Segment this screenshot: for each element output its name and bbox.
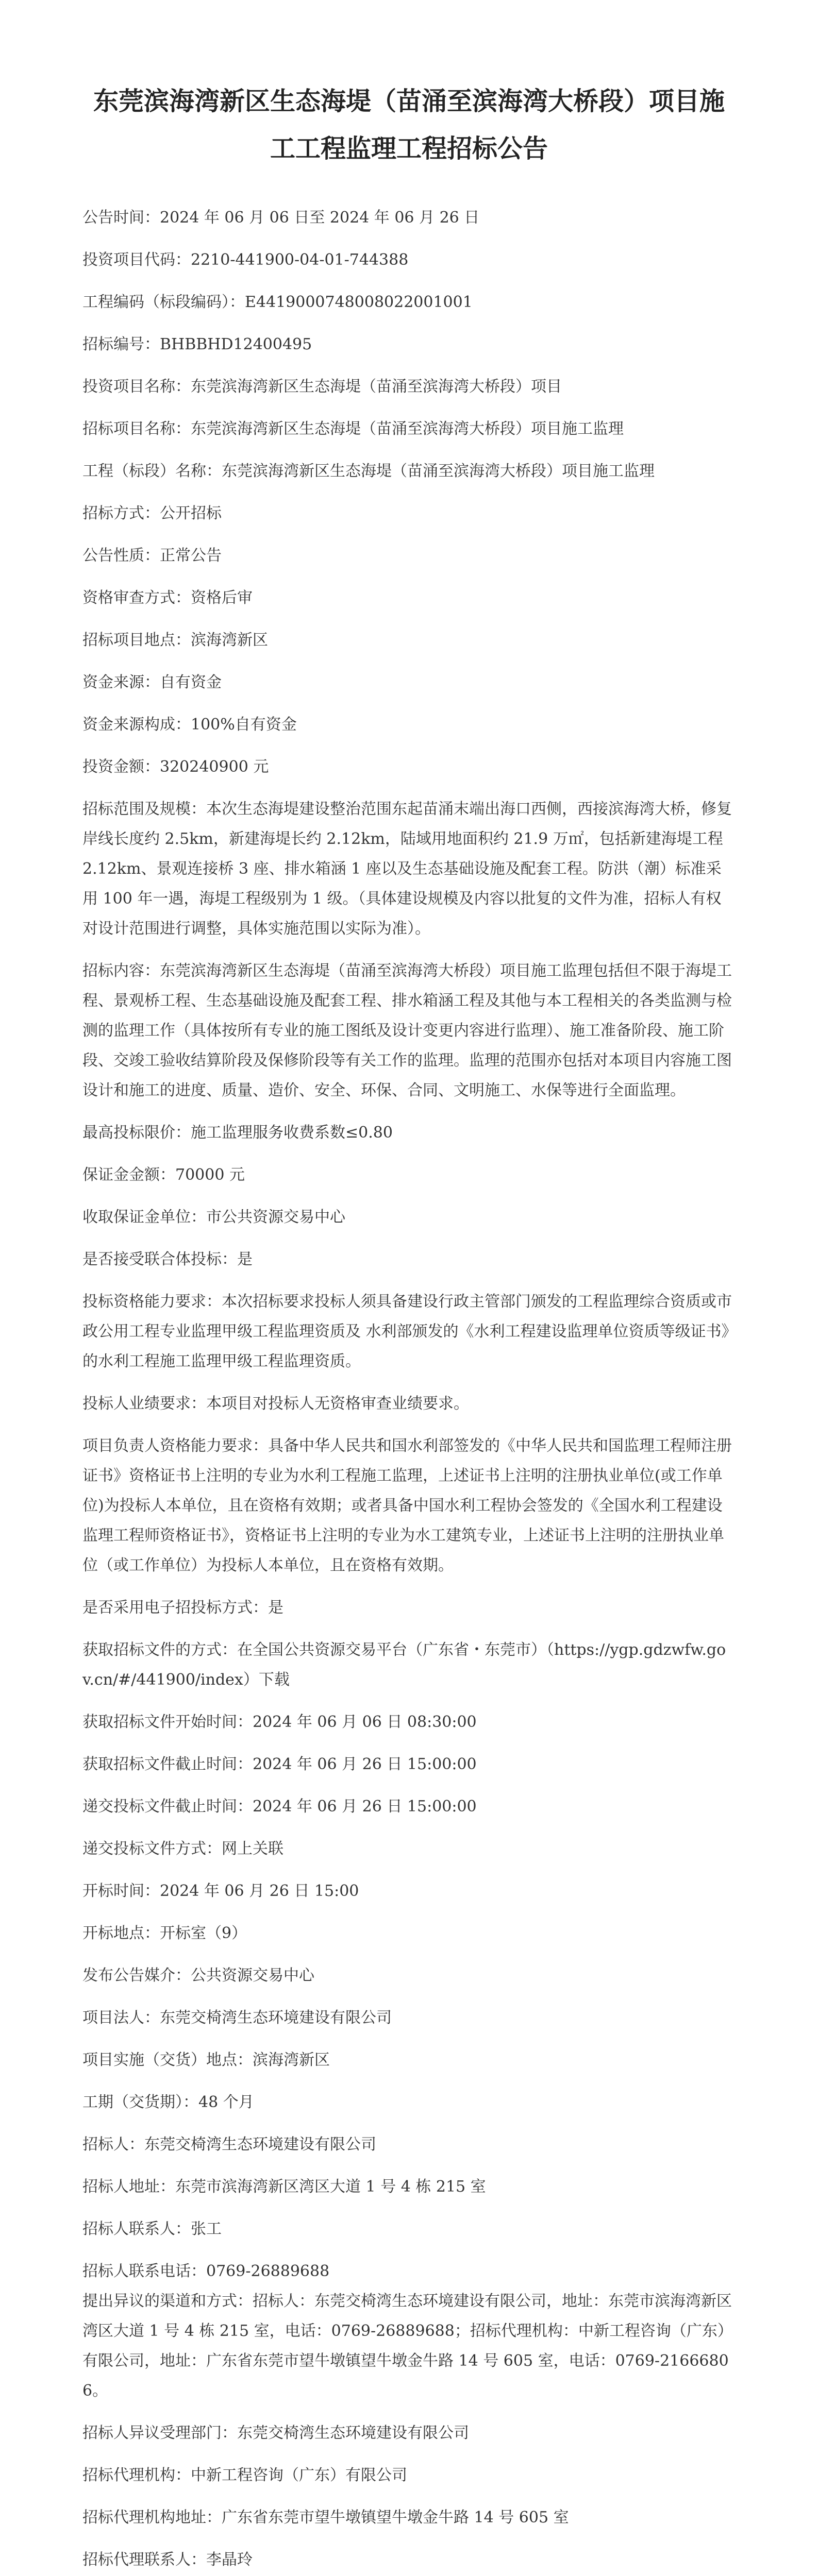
deposit-amount: 保证金金额：70000 元: [82, 1166, 245, 1184]
investment-amount: 投资金额：320240900 元: [82, 758, 269, 776]
tender-method: 招标方式：公开招标: [82, 504, 222, 522]
opening-time: 开标时间：2024 年 06 月 26 日 15:00: [82, 1882, 359, 1900]
document-end-time: 获取招标文件截止时间：2024 年 06 月 26 日 15:00:00: [82, 1755, 477, 1773]
announcement-body: [82, 203, 736, 2576]
tenderer-phone: 招标人联系电话：0769-26889688: [82, 2262, 330, 2280]
page-title: 东莞滨海湾新区生态海堤（苗涌至滨海湾大桥段）项目施工工程监理工程招标公告: [93, 86, 725, 163]
section-name: 工程（标段）名称：东莞滨海湾新区生态海堤（苗涌至滨海湾大桥段）项目施工监理: [82, 462, 655, 480]
qualification-review-method: 资格审查方式：资格后审: [82, 589, 253, 607]
bidder-performance: 投标人业绩要求：本项目对投标人无资格审查业绩要求。: [82, 1395, 469, 1413]
notice-nature: 公告性质：正常公告: [82, 547, 222, 565]
tenderer: 招标人：东莞交椅湾生态环境建设有限公司: [82, 2136, 376, 2154]
agency-contact: 招标代理联系人：李晶玲: [82, 2551, 253, 2569]
implementation-location: 项目实施（交货）地点：滨海湾新区: [82, 2051, 330, 2069]
electronic-bidding: 是否采用电子招投标方式：是: [82, 1599, 283, 1617]
tenderer-contact: 招标人联系人：张工: [82, 2220, 222, 2238]
tenderer-address: 招标人地址：东莞市滨海湾新区湾区大道 1 号 4 栋 215 室: [82, 2178, 486, 2196]
announcement-period: 公告时间：2024 年 06 月 06 日至 2024 年 06 月 26 日: [82, 209, 480, 227]
project-leader-qualification: 项目负责人资格能力要求：具备中华人民共和国水利部签发的《中华人民共和国监理工程师注册证书》资格证书上注明的专业为水利工程施工监理，上述证书上注明的注册执业单位(或工作单位)为投标人本单位，且在资格有效期；或者具备中国水利工程协会签发的《全国水利工程建设监理工程师资格证书》，资格证书上注明的专业为水工建筑专业，上述证书上注明的注册执业单位（或工作单位）为投标人本单位，且在资格有效期。: [82, 1437, 732, 1574]
fund-source: 资金来源：自有资金: [82, 673, 222, 691]
agency-address: 招标代理机构地址：广东省东莞市望牛墩镇望牛墩金牛路 14 号 605 室: [82, 2509, 569, 2527]
objection-department: 招标人异议受理部门：东莞交椅湾生态环境建设有限公司: [82, 2424, 469, 2442]
submission-method: 递交投标文件方式：网上关联: [82, 1840, 283, 1858]
submission-deadline: 递交投标文件截止时间：2024 年 06 月 26 日 15:00:00: [82, 1798, 477, 1816]
tender-scope: 招标范围及规模：本次生态海堤建设整治范围东起苗涌末端出海口西侧，西接滨海湾大桥，修复岸线长度约 2.5km，新建海堤长约 2.12km，陆域用地面积约 21.9 万㎡，包括新建海堤工程 2.12km、景观连接桥 3 座、排水箱涵 1 座以及生态基础设施及配套工程。防洪（潮）标准采用 100 年一遇，海堤工程级别为 1 级。（具体建设规模及内容以批复的文件为准，招标人有权对设计范围进行调整，具体实施范围以实际为准）。: [82, 800, 732, 938]
tender-number: 招标编号：BHBBHD12400495: [82, 335, 312, 353]
max-bid-limit: 最高投标限价：施工监理服务收费系数≤0.80: [82, 1124, 393, 1142]
tender-content: 招标内容：东莞滨海湾新区生态海堤（苗涌至滨海湾大桥段）项目施工监理包括但不限于海堤工程、景观桥工程、生态基础设施及配套工程、排水箱涵工程及其他与本工程相关的各类监测与检测的监理工作（具体按所有专业的施工图纸及设计变更内容进行监理）、施工准备阶段、施工阶段、交竣工验收结算阶段及保修阶段等有关工作的监理。监理的范围亦包括对本项目内容施工图设计和施工的进度、质量、造价、安全、环保、合同、文明施工、水保等进行全面监理。: [82, 962, 732, 1099]
bidder-qualification: 投标资格能力要求：本次招标要求投标人须具备建设行政主管部门颁发的工程监理综合资质或市政公用工程专业监理甲级工程监理资质及 水利部颁发的《水利工程建设监理单位资质等级证书》的水利工程施工监理甲级工程监理资质。: [82, 1293, 732, 1370]
agency-name: 招标代理机构：中新工程咨询（广东）有限公司: [82, 2466, 407, 2484]
publish-media: 发布公告媒介：公共资源交易中心: [82, 1967, 314, 1985]
project-location: 招标项目地点：滨海湾新区: [82, 631, 268, 649]
project-code: 投资项目代码：2210-441900-04-01-744388: [82, 251, 409, 269]
document-start-time: 获取招标文件开始时间：2024 年 06 月 06 日 08:30:00: [82, 1713, 477, 1731]
section-code: 工程编码（标段编码）：E4419000748008022001001: [82, 293, 473, 311]
objection-channel: 提出异议的渠道和方式：招标人：东莞交椅湾生态环境建设有限公司，地址：东莞市滨海湾新区湾区大道 1 号 4 栋 215 室，电话：0769-26889688；招标代理机构：中新工程咨询（广东）有限公司，地址：广东省东莞市望牛墩镇望牛墩金牛路 14 号 605 室，电话：0769-21666806。: [82, 2292, 733, 2400]
project-legal-entity: 项目法人：东莞交椅湾生态环境建设有限公司: [82, 2009, 392, 2027]
deposit-collector: 收取保证金单位：市公共资源交易中心: [82, 1208, 345, 1226]
joint-bid-accepted: 是否接受联合体投标：是: [82, 1250, 253, 1268]
fund-composition: 资金来源构成：100%自有资金: [82, 716, 297, 734]
document-acquisition-method: 获取招标文件的方式：在全国公共资源交易平台（广东省・东莞市）（https://ygp.gdzwfw.gov.cn/#/441900/index）下载: [82, 1641, 726, 1689]
tender-project-name: 招标项目名称：东莞滨海湾新区生态海堤（苗涌至滨海湾大桥段）项目施工监理: [82, 420, 624, 438]
investment-project-name: 投资项目名称：东莞滨海湾新区生态海堤（苗涌至滨海湾大桥段）项目: [82, 378, 562, 396]
opening-location: 开标地点：开标室（9）: [82, 1924, 247, 1942]
construction-period: 工期（交货期）：48 个月: [82, 2093, 254, 2111]
